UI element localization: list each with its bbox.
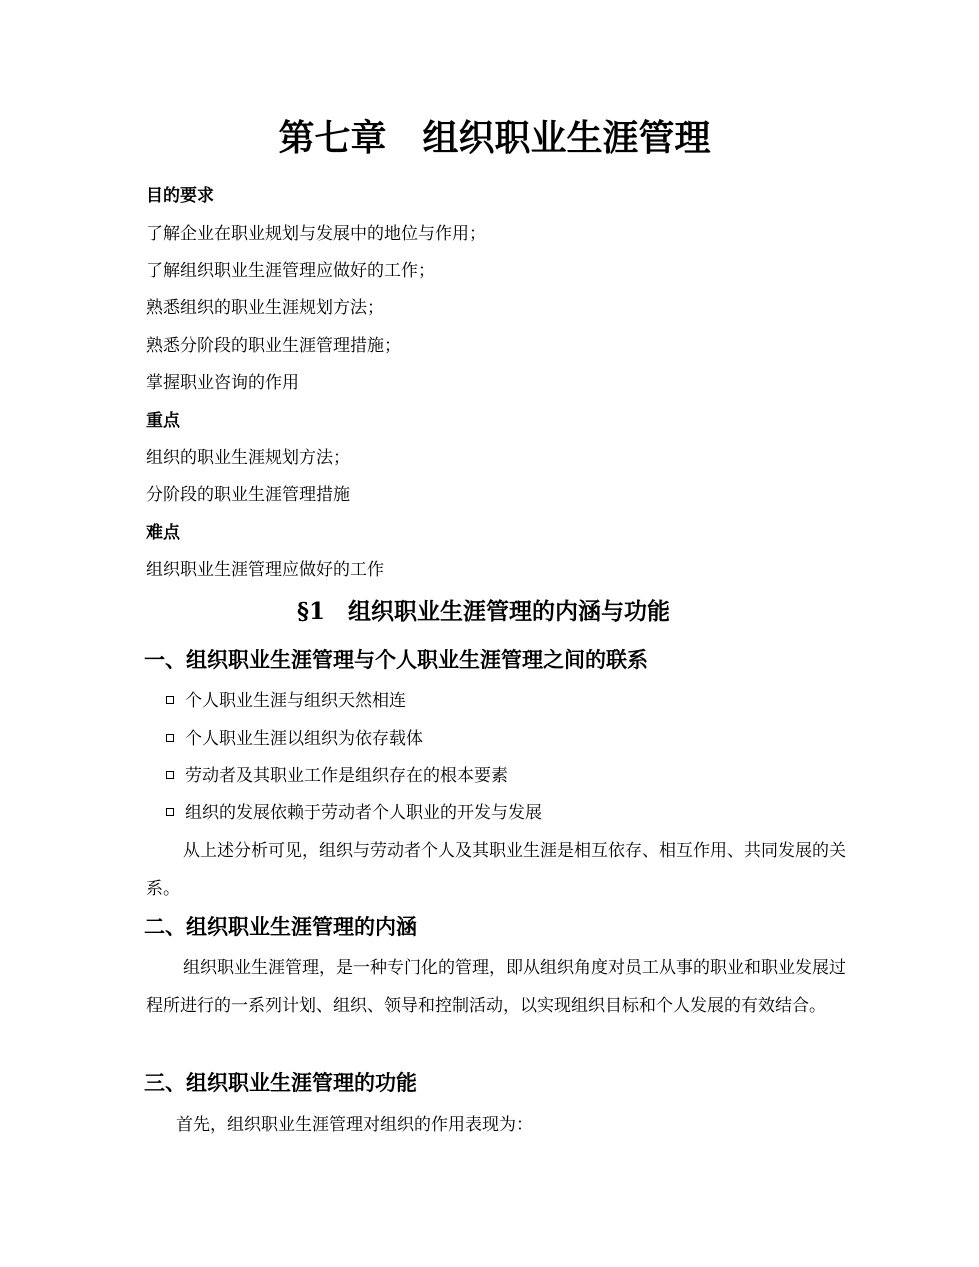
difficulty-item: 组织职业生涯管理应做好的工作 bbox=[146, 560, 384, 580]
objective-item: 熟悉组织的职业生涯规划方法； bbox=[146, 298, 384, 318]
difficulties-label: 难点 bbox=[146, 523, 180, 543]
section-title: §1 组织职业生涯管理的内涵与功能 bbox=[296, 598, 671, 625]
list-item-text: 劳动者及其职业工作是组织存在的根本要素 bbox=[185, 766, 508, 786]
objective-item: 了解企业在职业规划与发展中的地位与作用； bbox=[146, 224, 486, 244]
objective-item: 掌握职业咨询的作用 bbox=[146, 373, 299, 393]
part1-paragraph: 从上述分析可见，组织与劳动者个人及其职业生涯是相互依存、相互作用、共同发展的关系。 bbox=[146, 841, 846, 899]
part3-heading: 三、组织职业生涯管理的功能 bbox=[144, 1070, 417, 1095]
list-item-text: 个人职业生涯以组织为依存载体 bbox=[185, 729, 423, 749]
part3-paragraph: 首先，组织职业生涯管理对组织的作用表现为： bbox=[176, 1115, 533, 1135]
checkbox-bullet-icon bbox=[166, 808, 174, 816]
chapter-title: 第七章 组织职业生涯管理 bbox=[278, 117, 711, 159]
objectives-label: 目的要求 bbox=[146, 186, 214, 206]
key-point-item: 分阶段的职业生涯管理措施 bbox=[146, 485, 350, 505]
list-item bbox=[166, 764, 508, 788]
objective-item: 熟悉分阶段的职业生涯管理措施； bbox=[146, 336, 401, 356]
checkbox-bullet-icon bbox=[166, 771, 174, 779]
key-point-item: 组织的职业生涯规划方法； bbox=[146, 448, 350, 468]
part1-heading: 一、组织职业生涯管理与个人职业生涯管理之间的联系 bbox=[144, 647, 648, 672]
part2-paragraph: 组织职业生涯管理，是一种专门化的管理，即从组织角度对员工从事的职业和职业发展过程所进行的一系列计划、组织、领导和控制活动，以实现组织目标和个人发展的有效结合。 bbox=[146, 958, 846, 1016]
list-item bbox=[166, 801, 542, 825]
objective-item: 了解组织职业生涯管理应做好的工作； bbox=[146, 261, 435, 281]
part2-heading: 二、组织职业生涯管理的内涵 bbox=[144, 914, 417, 939]
list-item bbox=[166, 689, 406, 713]
list-item bbox=[166, 727, 423, 751]
list-item-text: 组织的发展依赖于劳动者个人职业的开发与发展 bbox=[185, 803, 542, 823]
list-item-text: 个人职业生涯与组织天然相连 bbox=[185, 691, 406, 711]
key-points-label: 重点 bbox=[146, 411, 180, 431]
checkbox-bullet-icon bbox=[166, 696, 174, 704]
checkbox-bullet-icon bbox=[166, 734, 174, 742]
